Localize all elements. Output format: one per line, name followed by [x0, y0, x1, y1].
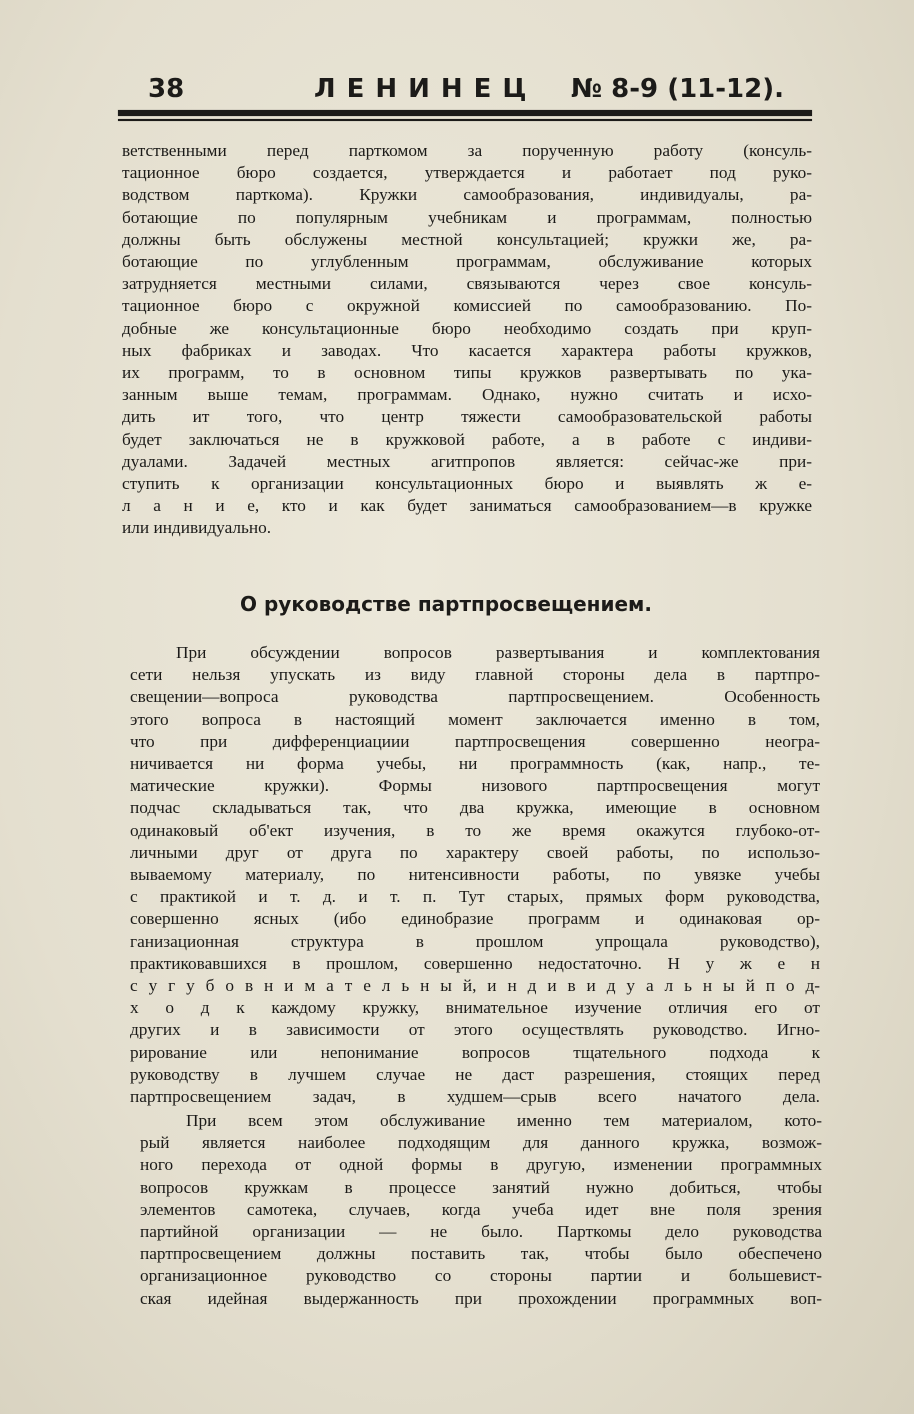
text-line: партпросвещением задач, в худшем—срыв всего начатого дела. [130, 1087, 820, 1107]
header-rule-thin [118, 119, 812, 121]
text-line: ничивается ни форма учебы, ни программность (как, напр., те- [130, 754, 820, 774]
text-line: с практикой и т. д. и т. п. Тут старых, прямых форм руководства, [130, 887, 820, 907]
text-line: должны быть обслужены местной консультацией; кружки же, ра- [122, 229, 812, 249]
text-line: ботающие по популярным учебникам и программам, полностью [122, 207, 812, 227]
text-line: вопросов кружкам в процессе занятий нужно добиться, чтобы [140, 1177, 822, 1197]
text-line: При обсуждении вопросов развертывания и комплектования [176, 643, 820, 662]
header-rule-thick [118, 110, 812, 116]
text-line: л а н и е, кто и как будет заниматься самообразованием—в кружке [122, 496, 812, 516]
text-line: При всем этом обслуживание именно тем материалом, кото- [186, 1111, 822, 1130]
text-line: что при дифференциациии партпросвещения совершенно неогра- [130, 731, 820, 751]
text-line: матические кружки). Формы низового партпросвещения могут [130, 776, 820, 796]
text-line: этого вопроса в настоящий момент заключается именно в том, [130, 709, 820, 729]
text-line: элементов самотека, случаев, когда учеба идет вне поля зрения [140, 1199, 822, 1219]
text-line: вываемому материалу, по нитенсивности работы, по увязке учебы [130, 865, 820, 885]
text-line: будет заключаться не в кружковой работе, а в работе с индиви- [122, 429, 812, 449]
text-line: сети нельзя упускать из виду главной стороны дела в партпро- [130, 665, 820, 685]
text-line: затрудняется местными силами, связываются через свое консуль- [122, 274, 812, 294]
text-line: ботающие по углубленным программам, обслуживание которых [122, 252, 812, 272]
text-line: тационное бюро с окружной комиссией по самообразованию. По- [122, 296, 812, 316]
text-line: личными друг от друга по характеру своей работы, по использо- [130, 842, 820, 862]
text-line: ного перехода от одной формы в другую, изменении программных [140, 1155, 822, 1175]
paragraph-2 [130, 642, 820, 1108]
section-heading: О руководстве партпросвещением. [240, 592, 653, 616]
page-header [148, 70, 798, 110]
text-line: свещении—вопроса руководства партпросвещением. Особенность [130, 687, 820, 707]
paragraph-1 [122, 140, 812, 540]
text-line: тационное бюро создается, утверждается и работает под руко- [122, 163, 812, 183]
page-number: 38 [148, 74, 185, 104]
text-line: партпросвещением должны поставить так, чтобы было обеспечено [140, 1244, 822, 1264]
text-line: совершенно ясных (ибо единобразие программ и одинаковая ор- [130, 909, 820, 929]
text-line: ская идейная выдержанность при прохождении программных воп- [140, 1288, 822, 1308]
text-line: подчас складываться так, что два кружка, имеющие в основном [130, 798, 820, 818]
text-line: их программ, то в основном типы кружков развертывать по ука- [122, 363, 812, 383]
text-line: руководству в лучшем случае не даст разрешения, стоящих перед [130, 1064, 820, 1084]
journal-title: ЛЕНИНЕЦ [314, 74, 538, 104]
text-line: водством парткома). Кружки самообразования, индивидуалы, ра- [122, 185, 812, 205]
text-line: партийной организации — не было. Парткомы дело руководства [140, 1222, 822, 1242]
text-line: добные же консультационные бюро необходимо создать при круп- [122, 318, 812, 338]
text-line: рирование или непонимание вопросов тщательного подхода к [130, 1042, 820, 1062]
text-line: других и в зависимости от этого осуществлять руководство. Игно- [130, 1020, 820, 1040]
text-line: ных фабриках и заводах. Что касается характера работы кружков, [122, 340, 812, 360]
text-line: одинаковый об'ект изучения, в то же время окажутся глубоко-от- [130, 820, 820, 840]
text-line: ганизационная структура в прошлом упрощала руководство), [130, 931, 820, 951]
text-line: занным выше темам, программам. Однако, нужно считать и исхо- [122, 385, 812, 405]
paragraph-3 [140, 1110, 822, 1310]
text-line: практиковавшихся в прошлом, совершенно недостаточно. Н у ж е н [130, 953, 820, 973]
text-line: ступить к организации консультационных бюро и выявлять ж е- [122, 474, 812, 494]
text-line: ветственными перед парткомом за порученную работу (консуль- [122, 141, 812, 160]
text-line: с у г у б о в н и м а т е л ь н ы й, и н д и в и д у а л ь н ы й п о д- [130, 976, 820, 996]
text-line: организационное руководство со стороны партии и большевист- [140, 1266, 822, 1286]
text-line: х о д к каждому кружку, внимательное изучение отличия его от [130, 998, 820, 1018]
text-line: дуалами. Задачей местных агитпропов является: сейчас-же при- [122, 451, 812, 471]
issue-number: № 8-9 (11-12). [570, 74, 784, 104]
text-line: рый является наиболее подходящим для данного кружка, возмож- [140, 1133, 822, 1153]
text-line: или индивидуально. [122, 518, 272, 538]
text-line: дить ит того, что центр тяжести самообразовательской работы [122, 407, 812, 427]
